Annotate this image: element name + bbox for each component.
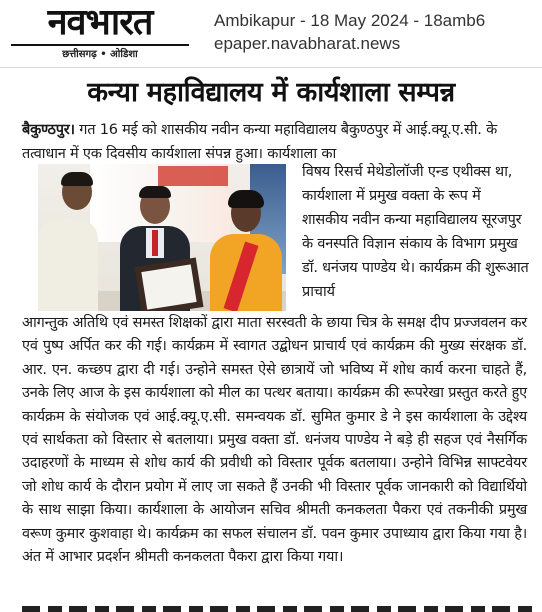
person-left-body xyxy=(38,219,98,311)
article-body xyxy=(22,312,527,569)
article-headline: कन्या महाविद्यालय में कार्यशाला सम्पन्न xyxy=(87,77,455,108)
logo-rule xyxy=(11,44,189,46)
dateline: बैकुण्ठपुर। xyxy=(22,122,75,138)
certificate-frame xyxy=(134,257,203,311)
edition-line: Ambikapur - 18 May 2024 - 18amb6 xyxy=(214,11,486,30)
navbharat-logo xyxy=(5,3,195,63)
person-center-hair xyxy=(139,186,171,198)
person-center-tie xyxy=(152,230,158,256)
certificate-paper xyxy=(141,264,196,309)
header-divider xyxy=(0,67,542,68)
body-text: आगन्तुक अतिथि एवं समस्त शिक्षकों द्वारा माता सरस्वती के छाया चित्र के समक्ष दीप प्रज्जवलन कर एवं पुष्प अर्पित कर की गई। कार्यक्रम में स्वागत उद्बोधन प्राचार्य एवं कार्यक्रम की मुख्य संरक्षक डॉ. आर. एन. कच्छप द्वारा दी गई। उन्होने समस्त ऐसे छात्रायें जो भविष्य में शोध कार्य करना चाहते हैं, उनके लिए आज के इस कार्यशाला को मील का पत्थर बताया। कार्यक्रम की रूपरेखा प्रस्तुत करते हुए कार्यक्रम के संयोजक एवं आई.क्यू.ए.सी. समन्वयक डॉ. सुमित कुमार डे ने इस कार्यशाला के उद्देश्य एवं सार्थकता को विस्तार से बतलाया। प्रमुख वक्ता डॉ. धनंजय पाण्डेय ने बड़े ही सहज एवं नैसर्गिक उदाहरणों के माध्यम से शोध कार्य की प्रवीधी को विस्तार पूर्वक बतलाया। उन्होने विभिन्न साफ्टवेयर जो शोध कार्य के दौरान प्रयोग में लाए जा सकते हैं उनकी भी विस्तार पूर्वक जानकारी को विद्यार्थियो के साथ साझा किया। कार्यशाला के आयोजन सचिव श्रीमती कनकलता पैकरा एवं तकनीकी प्रमुख वरूण कुमार कुशवाहा थे। कार्यक्रम का सफल संचालन डॉ. पवन कुमार उपाध्याय द्वारा किया गया है। अंत में आभार प्रदर्शन श्रीमती कनकलता पैकरा द्वारा किया गया। xyxy=(22,315,527,566)
intro-text: गत 16 मई को शासकीय नवीन कन्या महाविद्यालय बैकुण्ठपुर में आई.क्यू.ए.सी. के तत्वाधान में एक दिवसीय कार्यशाला संपन्न हुआ। कार्यशाला का xyxy=(22,122,498,162)
article-intro xyxy=(22,118,527,166)
article-wrap-column xyxy=(302,160,530,304)
epaper-site: epaper.navabharat.news xyxy=(214,34,401,53)
wrap-text: विषय रिसर्च मेथेडोलॉजी एन्ड एथीक्स था, कार्यशाला में प्रमुख वक्ता के रूप में शासकीय नवीन कन्या महाविद्यालय सूरजपुर के वनस्पति विज्ञान संकाय के विभाग प्रमुख डॉ. धनंजय पाण्डेय थे। कार्यक्रम की शुरूआत प्राचार्य xyxy=(302,164,529,300)
person-left-hair xyxy=(61,172,93,186)
masthead xyxy=(0,0,542,66)
person-right-hair xyxy=(228,190,264,208)
photo-banner-accent xyxy=(158,166,228,186)
event-photo xyxy=(38,164,286,311)
edition-subtitle: छत्तीसगढ़ • ओडिशा xyxy=(62,49,138,60)
logo-text: नवभारत xyxy=(47,2,153,43)
cropped-next-headline xyxy=(22,600,532,612)
